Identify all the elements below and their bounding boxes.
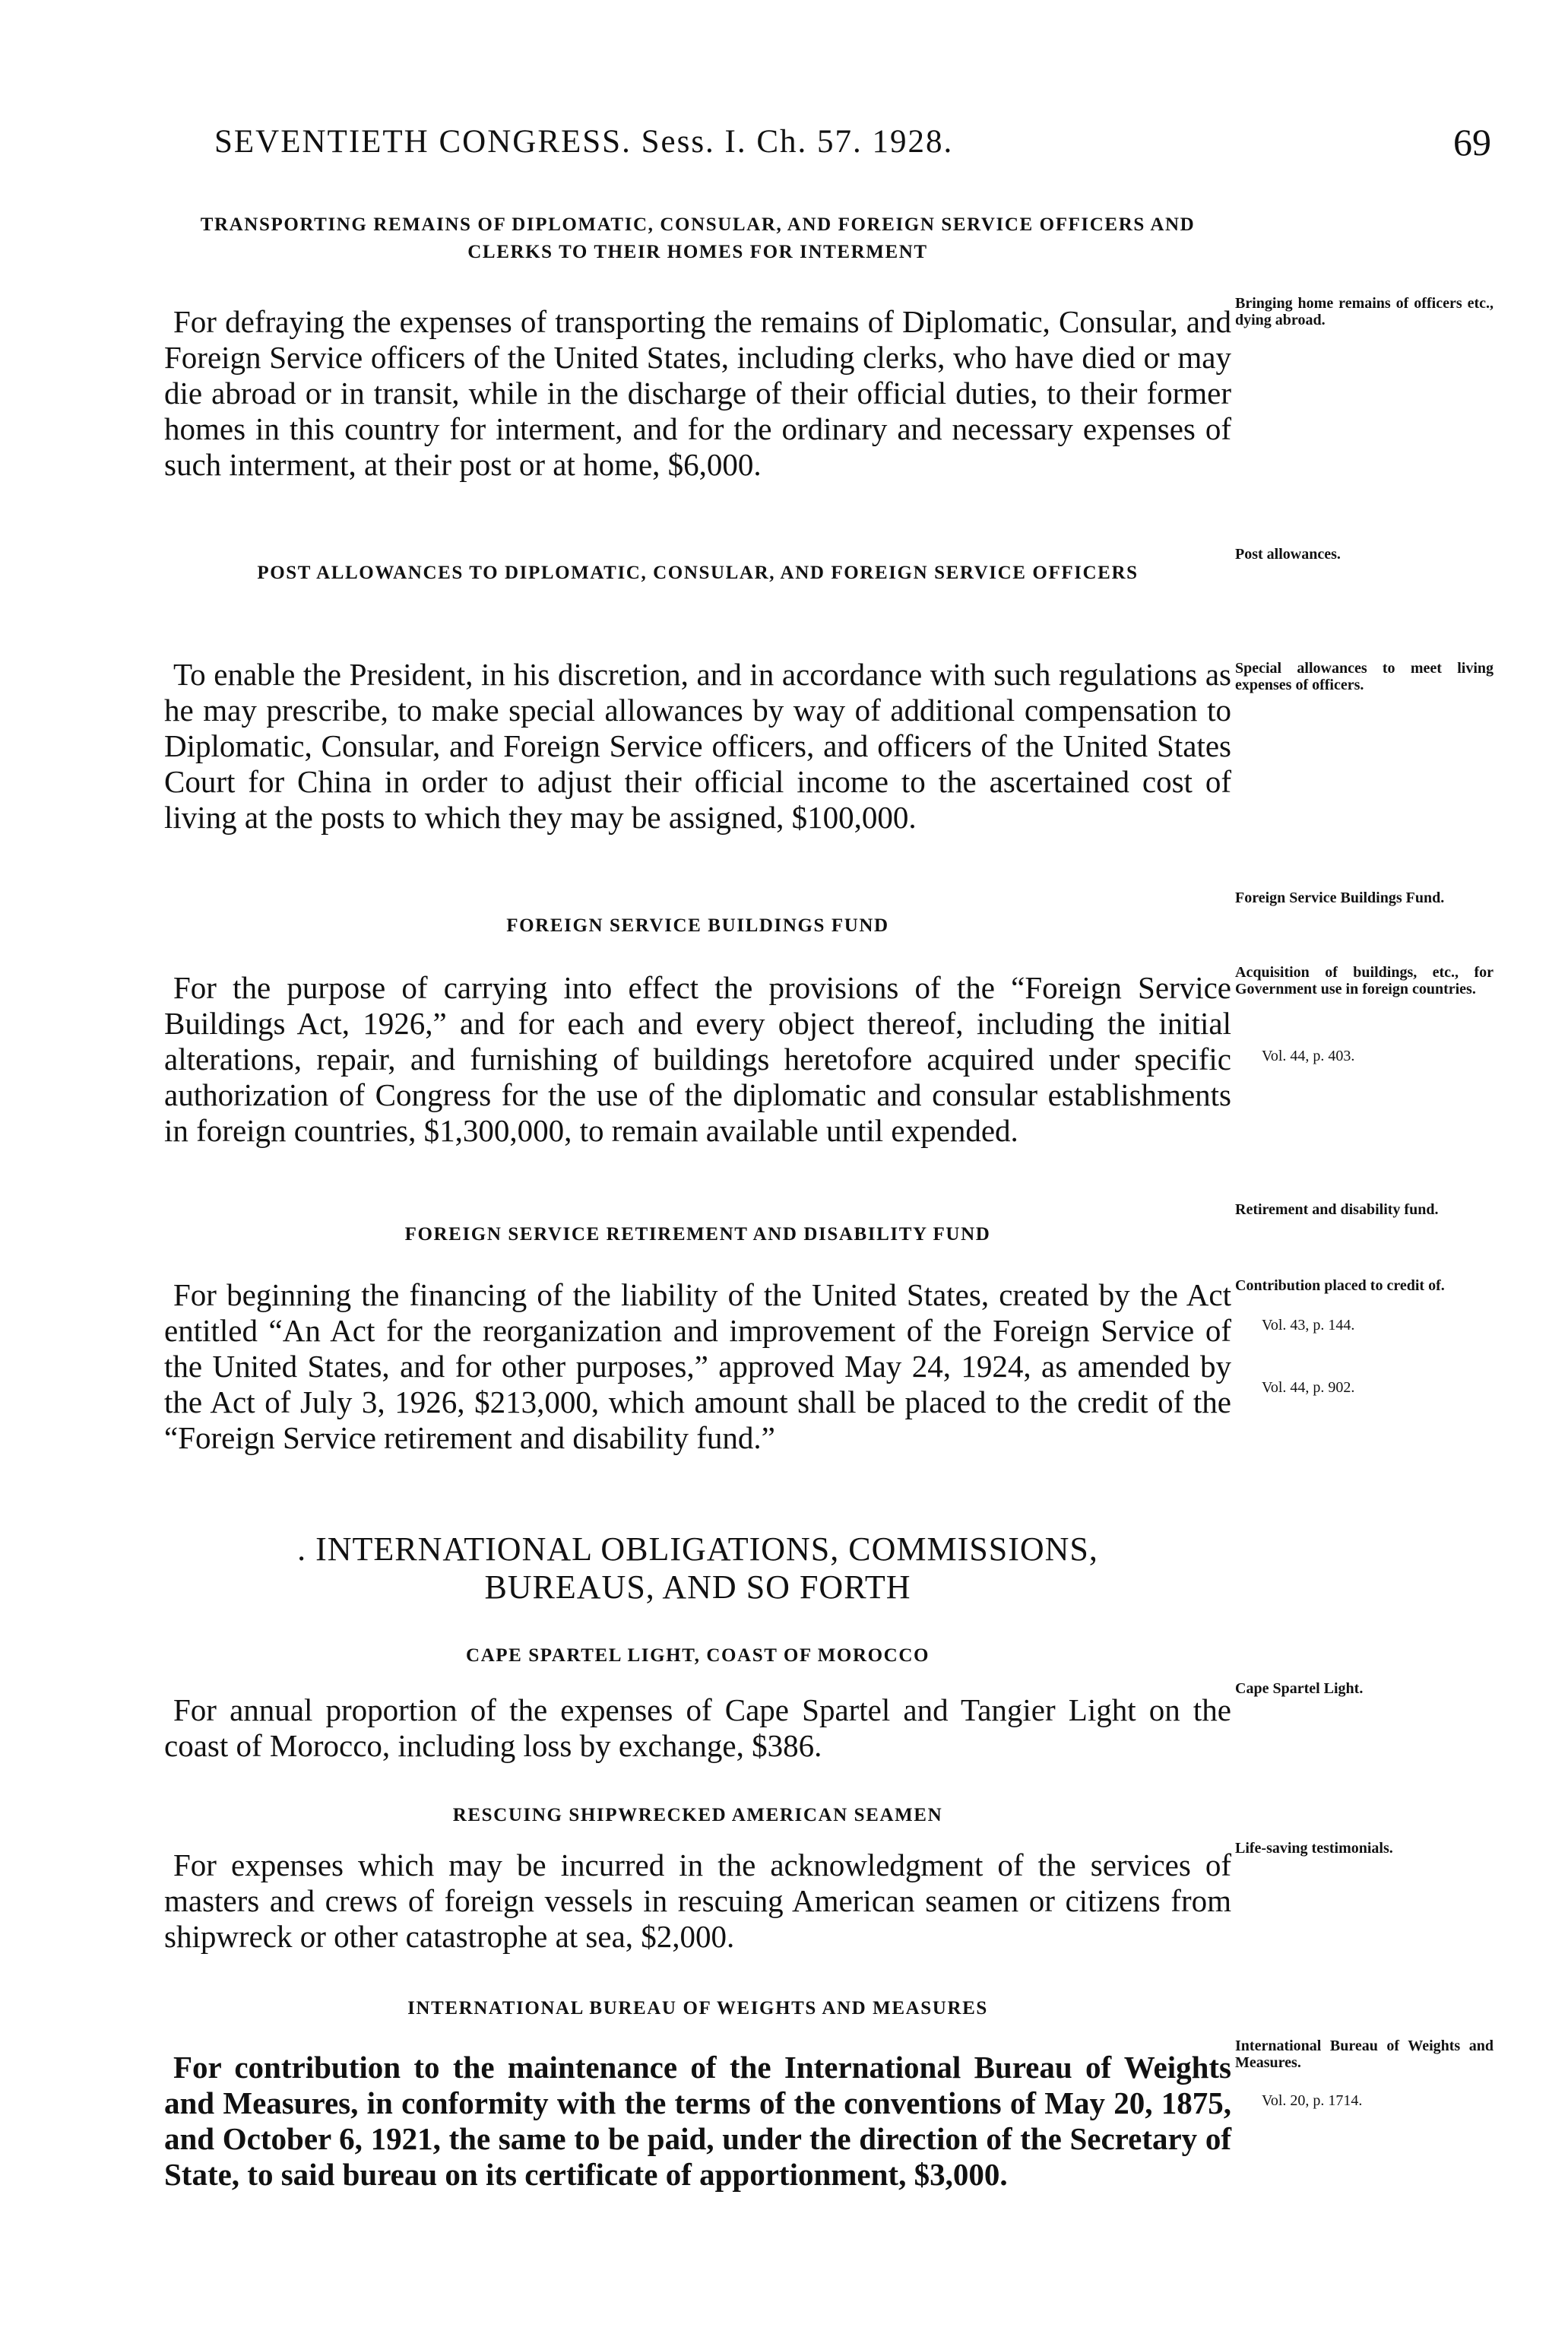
margin-note-ref: Vol. 44, p. 902. — [1262, 1379, 1355, 1396]
margin-note-ref: Vol. 43, p. 144. — [1262, 1317, 1355, 1334]
margin-note-ref: Vol. 20, p. 1714. — [1262, 2092, 1363, 2109]
margin-note-ref: Vol. 44, p. 403. — [1262, 1048, 1355, 1064]
section-heading-weights-measures: INTERNATIONAL BUREAU OF WEIGHTS AND MEASURES — [407, 1998, 988, 2019]
running-head-title: SEVENTIETH CONGRESS. Sess. I. Ch. 57. 1928. — [214, 124, 954, 160]
section-body-shipwrecked-seamen: For expenses which may be incurred in the acknowledgment of the services of masters and crews of foreign vessels in rescuing American seamen or citizens from shipwreck or other catastrophe at sea, $2,000. — [164, 1847, 1231, 1954]
section-body-weights-measures: For contribution to the maintenance of the International Bureau of Weights and Measures, in conformity with the terms of the conventions of May 20, 1875, and October 6, 1921, the same to be paid, under the direction of the Secretary of State, to said bureau on its certificate of apportionment, $3,000. — [164, 2050, 1231, 2192]
margin-note: Bringing home remains of officers etc., dying abroad. — [1235, 295, 1494, 328]
major-heading-line1: . INTERNATIONAL OBLIGATIONS, COMMISSIONS, — [297, 1530, 1098, 1568]
margin-note: Special allowances to meet living expenses of officers. — [1235, 660, 1494, 693]
section-heading-transporting-remains: TRANSPORTING REMAINS OF DIPLOMATIC, CONSULAR, AND FOREIGN SERVICE OFFICERS AND CLERKS TO THEIR HOMES FOR INTERMENT — [200, 214, 1196, 262]
running-head — [214, 123, 1491, 169]
section-body-cape-spartel: For annual proportion of the expenses of Cape Spartel and Tangier Light on the coast of Morocco, including loss by exchange, $386. — [164, 1692, 1231, 1763]
margin-note: Cape Spartel Light. — [1235, 1680, 1364, 1697]
section-body-post-allowances: To enable the President, in his discretion, and in accordance with such regulations as he may prescribe, to make special allowances by way of additional compensation to Diplomatic, Consular, and Foreign Service officers, and officers of the United States Court for China in order to adjust their official income to the ascertained cost of living at the posts to which they may be assigned, $100,000. — [164, 657, 1231, 835]
page-number: 69 — [1453, 121, 1491, 163]
section-body-buildings-fund: For the purpose of carrying into effect the provisions of the “Foreign Service Buildings Act, 1926,” and for each and every object thereof, including the initial alterations, repair, and furnishing of buildings heretofore acquired under specific authorization of Congress for the use of the diplomatic and consular establishments in foreign countries, $1,300,000, to remain available until expended. — [164, 970, 1231, 1148]
margin-note: Life-saving testimonials. — [1235, 1840, 1393, 1857]
margin-note: Post allowances. — [1235, 546, 1341, 563]
margin-note: Acquisition of buildings, etc., for Government use in foreign countries. — [1235, 964, 1494, 997]
section-heading-shipwrecked-seamen: RESCUING SHIPWRECKED AMERICAN SEAMEN — [452, 1805, 943, 1825]
section-heading-post-allowances: POST ALLOWANCES TO DIPLOMATIC, CONSULAR, AND FOREIGN SERVICE OFFICERS — [257, 563, 1139, 583]
major-heading-line2: BUREAUS, AND SO FORTH — [484, 1568, 911, 1606]
section-heading-cape-spartel: CAPE SPARTEL LIGHT, COAST OF MOROCCO — [465, 1645, 930, 1666]
margin-note: Retirement and disability fund. — [1235, 1201, 1439, 1218]
margin-note: Contribution placed to credit of. — [1235, 1277, 1445, 1294]
section-heading-retirement-fund: FOREIGN SERVICE RETIREMENT AND DISABILITY FUND — [404, 1224, 991, 1245]
section-heading-buildings-fund: FOREIGN SERVICE BUILDINGS FUND — [506, 915, 889, 936]
margin-note: Foreign Service Buildings Fund. — [1235, 890, 1445, 906]
section-body-transporting-remains: For defraying the expenses of transporting the remains of Diplomatic, Consular, and Foreign Service officers of the United States, including clerks, who have died or may die abroad or in transit, while in the discharge of their official duties, to their former homes in this country for interment, and for the ordinary and necessary expenses of such interment, at their post or at home, $6,000. — [164, 304, 1231, 482]
margin-note: International Bureau of Weights and Measures. — [1235, 2038, 1494, 2071]
section-body-retirement-fund: For beginning the financing of the liability of the United States, created by the Act entitled “An Act for the reorganization and improvement of the Foreign Service of the United States, and for other purposes,” approved May 24, 1924, as amended by the Act of July 3, 1926, $213,000, which amount shall be placed to the credit of the “Foreign Service retirement and disability fund.” — [164, 1277, 1231, 1455]
